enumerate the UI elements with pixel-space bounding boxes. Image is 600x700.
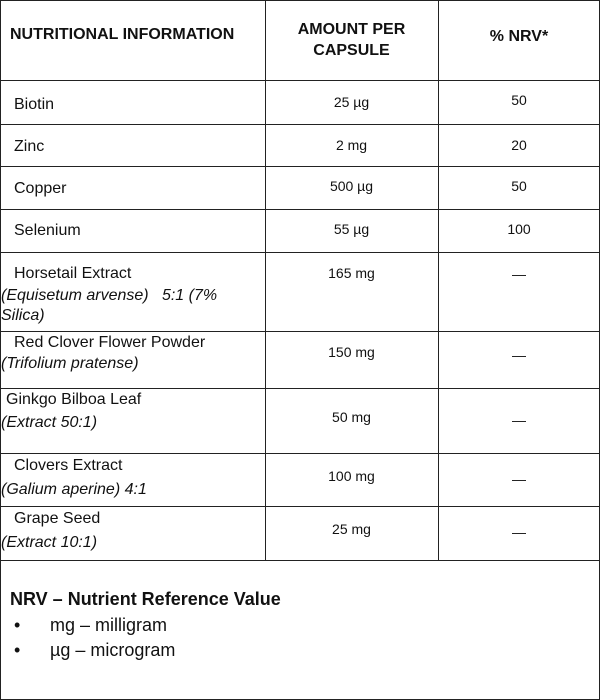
row-amount: 100 mg — [328, 468, 375, 484]
row-divider — [0, 166, 600, 167]
legend-item — [14, 640, 175, 661]
row-divider — [0, 80, 600, 81]
row-name: Biotin — [14, 96, 55, 113]
row-divider — [0, 209, 600, 210]
bullet-icon: • — [14, 640, 21, 660]
row-nrv: 20 — [511, 137, 527, 153]
header-amount-line1: AMOUNT PER — [297, 21, 406, 38]
row-nrv: 50 — [511, 92, 527, 108]
legend-item — [14, 615, 167, 636]
row-nrv: 50 — [511, 178, 527, 194]
row-name: Ginkgo Bilboa Leaf — [6, 391, 142, 408]
row-divider — [0, 252, 600, 253]
row-latin-name: (Extract 10:1) — [1, 534, 98, 551]
bullet-icon: • — [14, 615, 21, 635]
row-nrv: — — [512, 471, 526, 487]
row-amount: 25 mg — [332, 521, 371, 537]
row-amount: 50 mg — [332, 409, 371, 425]
row-amount: 55 µg — [333, 221, 370, 237]
row-nrv: — — [512, 524, 526, 540]
row-divider — [0, 124, 600, 125]
row-amount: 2 mg — [335, 137, 368, 153]
header-amount-line2: CAPSULE — [313, 42, 390, 59]
row-name: Zinc — [14, 138, 45, 155]
header-nutritional-information: NUTRITIONAL INFORMATION — [10, 26, 235, 43]
row-latin-name: (Extract 50:1) — [1, 414, 98, 431]
row-divider — [0, 453, 600, 454]
legend-item-text: mg – milligram — [50, 615, 168, 635]
nrv-legend-title: NRV – Nutrient Reference Value — [10, 589, 281, 609]
row-amount: 165 mg — [328, 265, 375, 281]
row-name: Selenium — [14, 222, 81, 239]
row-name: Horsetail Extract — [14, 265, 132, 282]
row-nrv: — — [512, 347, 526, 363]
header-nrv: % NRV* — [489, 28, 549, 45]
row-nrv: — — [512, 412, 526, 428]
row-latin-name: (Equisetum arvense) 5:1 (7% — [1, 287, 218, 304]
row-name: Red Clover Flower Powder — [14, 334, 206, 351]
row-divider — [0, 506, 600, 507]
legend-item-text: µg – microgram — [50, 640, 176, 660]
row-amount: 500 µg — [329, 178, 374, 194]
row-latin-name: (Trifolium pratense) — [1, 355, 139, 372]
row-amount: 150 mg — [328, 344, 375, 360]
row-latin-name-cont: Silica) — [1, 307, 45, 324]
row-name: Copper — [14, 180, 67, 197]
row-amount: 25 µg — [333, 94, 370, 110]
row-name: Grape Seed — [14, 510, 101, 527]
row-latin-name: (Galium aperine) 4:1 — [1, 481, 147, 498]
row-name: Clovers Extract — [14, 457, 123, 474]
row-nrv: 100 — [507, 221, 531, 237]
row-nrv: — — [512, 266, 526, 282]
table-bottom-divider — [0, 560, 600, 561]
